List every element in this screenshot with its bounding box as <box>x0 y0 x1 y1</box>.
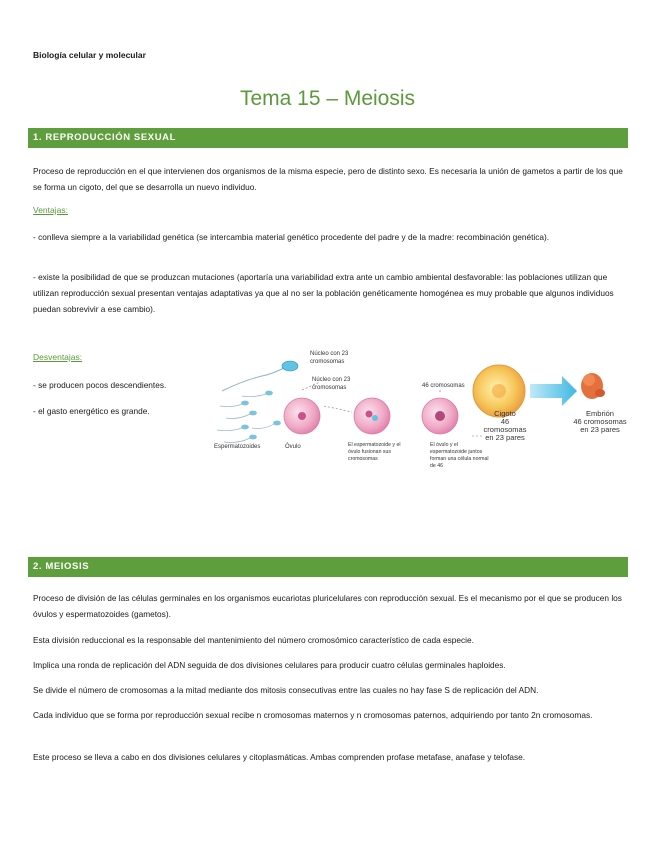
meiosis-paragraph: Esta división reduccional es la responsable del mantenimiento del número cromosómico característico de cada especie. <box>33 635 474 645</box>
advantage-item: - conlleva siempre a la variabilidad genética (se intercambia material genético procedente del padre y de la madre: recombinación genética). <box>33 232 550 242</box>
embryo-title: Embrión <box>586 409 614 418</box>
label-fusion: El espermatozoide y el óvulo fusionan sus cromosomas <box>348 442 401 462</box>
course-label: Biología celular y molecular <box>33 50 146 60</box>
label-embryo <box>570 410 630 434</box>
fertilization-illustration <box>212 346 632 476</box>
section-heading-reproduction: 1. REPRODUCCIÓN SEXUAL <box>28 128 628 148</box>
zygote-subtitle: 46 cromosomas en 23 pares <box>483 417 527 442</box>
label-zygote <box>480 410 530 442</box>
label-nucleus-23b: Núcleo con 23 cromosomas <box>312 377 351 391</box>
section-heading-meiosis: 2. MEIOSIS <box>28 557 628 577</box>
meiosis-paragraph: Este proceso se lleva a cabo en dos divisiones celulares y citoplasmáticas. Ambas comprenden profase metafase, anafase y telofase. <box>33 752 526 762</box>
disadvantages-label: Desventajas: <box>33 352 83 362</box>
meiosis-paragraph: Se divide el número de cromosomas a la mitad mediante dos mitosis consecutivas entre las cuales no hay fase S de replicación del ADN. <box>33 685 539 695</box>
label-46-chromosomes: 46 cromosomas <box>422 383 465 389</box>
disadvantage-item: - el gasto energético es grande. <box>33 406 150 416</box>
label-nucleus-23: Núcleo con 23 cromosomas <box>310 351 349 365</box>
label-sperm: Espermatozoides <box>214 444 261 450</box>
disadvantage-item: - se producen pocos descendientes. <box>33 380 167 390</box>
advantage-item: - existe la posibilidad de que se produzcan mutaciones (aportaría una variabilidad extra ante un cambio ambiental desfavorable: las poblaciones utilizan que utilizan reproducción sexual presentan ventajas adaptativas ya que al no ser la población genéticamente homogénea es muy probable que algunos individuos puedan sobrevivir a ese cambio). <box>33 272 614 314</box>
meiosis-paragraph: Cada individuo que se forma por reproducción sexual recibe n cromosomas maternos y n cromosomas paternos, adquiriendo por tanto 2n cromosomas. <box>33 710 593 720</box>
intro-paragraph: Proceso de reproducción en el que intervienen dos organismos de la misma especie, pero de distinto sexo. Es necesaria la unión de gametos a partir de los que se forma un cigoto, del que se desarrolla un nuevo individuo. <box>33 166 623 192</box>
fertilization-figure <box>212 346 632 476</box>
zygote-title: Cigoto <box>494 409 516 418</box>
embryo-subtitle: 46 cromosomas en 23 pares <box>573 417 627 434</box>
meiosis-paragraph: Proceso de división de las células germinales en los organismos eucariotas pluricelulares con reproducción sexual. Es el mecanismo por el que se producen los óvulos y espermatozoides (gametos). <box>33 593 622 619</box>
label-joined: El óvulo y el espermatozoide juntos forman una célula normal de 46 <box>430 442 489 469</box>
advantages-label: Ventajas: <box>33 205 68 215</box>
label-ovum: Óvulo <box>285 444 301 450</box>
page-title: Tema 15 – Meiosis <box>239 87 416 110</box>
meiosis-paragraph: Implica una ronda de replicación del ADN seguida de dos divisiones celulares para producir cuatro células germinales haploides. <box>33 660 506 670</box>
